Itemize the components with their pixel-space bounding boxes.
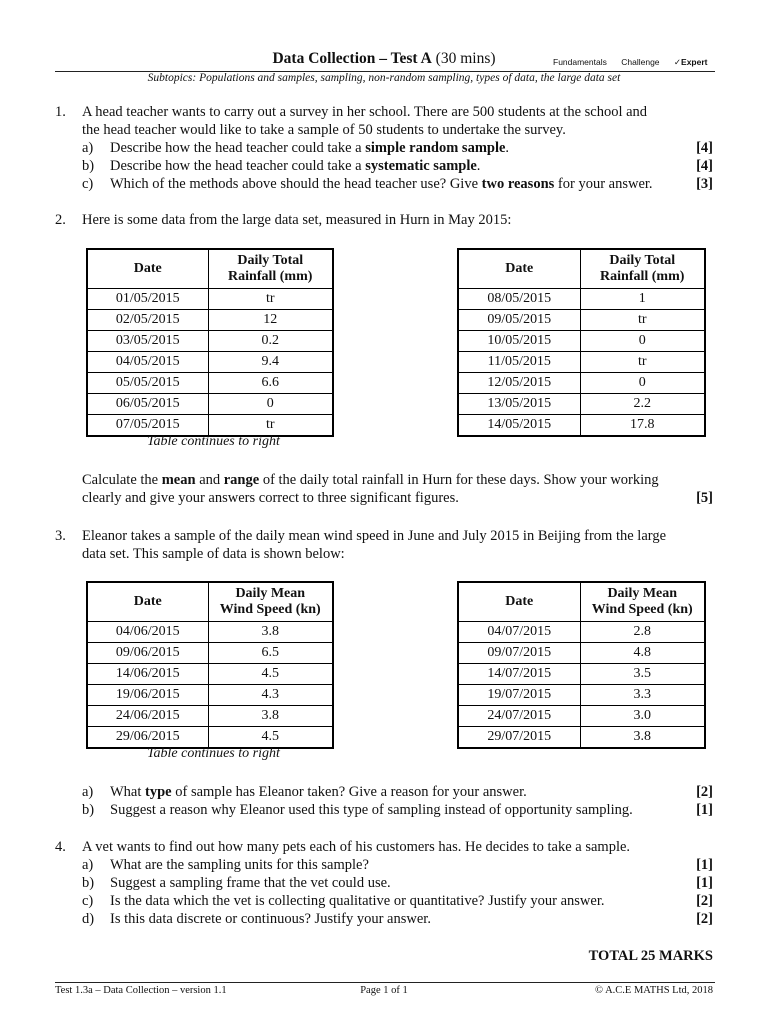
question-text-line: Here is some data from the large data set, measured in Hurn in May 2015:: [82, 212, 512, 228]
footer-page-number: Page 1 of 1: [360, 985, 408, 996]
marks: [2]: [696, 893, 713, 909]
table-continues-note: Table continues to right: [147, 746, 280, 761]
cell-date: 09/07/2015: [458, 643, 580, 664]
table-row: [458, 352, 705, 373]
table-row: [87, 289, 333, 310]
question-text-line: A vet wants to find out how many pets each of his customers has. He decides to take a sample.: [82, 839, 631, 855]
cell-value: 6.6: [208, 373, 333, 394]
question-text-line: the head teacher would like to take a sample of 50 students to undertake the survey.: [82, 122, 566, 138]
cell-value: 12: [208, 310, 333, 331]
col-header-wind: Daily Mean Wind Speed (kn): [580, 582, 705, 622]
cell-value: 0.2: [208, 331, 333, 352]
cell-date: 04/05/2015: [87, 352, 208, 373]
part-letter: b): [82, 802, 95, 818]
marks: [3]: [696, 176, 713, 192]
marks: [1]: [696, 802, 713, 818]
cell-value: 4.3: [208, 685, 333, 706]
table-row: [87, 664, 333, 685]
table-row: [458, 289, 705, 310]
table-row: [458, 643, 705, 664]
part-letter: a): [82, 784, 94, 800]
level-challenge: Challenge: [621, 57, 660, 67]
question-number: 2.: [55, 212, 66, 228]
table-row: [87, 394, 333, 415]
table-row: [458, 415, 705, 437]
part-text: Which of the methods above should the head teacher use? Give two reasons for your answer.: [110, 176, 653, 192]
table-row: [458, 622, 705, 643]
cell-date: 24/07/2015: [458, 706, 580, 727]
cell-date: 19/07/2015: [458, 685, 580, 706]
part-letter: a): [82, 140, 94, 156]
question-number: 3.: [55, 528, 66, 544]
cell-value: 3.8: [208, 706, 333, 727]
part-text: Suggest a sampling frame that the vet could use.: [110, 875, 391, 891]
cell-date: 09/05/2015: [458, 310, 580, 331]
cell-value: 17.8: [580, 415, 705, 437]
cell-value: 3.8: [580, 727, 705, 749]
marks: [4]: [696, 140, 713, 156]
level-expert-selected: ✓Expert: [673, 57, 708, 67]
part-text: Is the data which the vet is collecting qualitative or quantitative? Justify your answer.: [110, 893, 605, 909]
table-row: [458, 331, 705, 352]
part-text: What type of sample has Eleanor taken? Give a reason for your answer.: [110, 784, 527, 800]
part-letter: a): [82, 857, 94, 873]
part-letter: b): [82, 875, 95, 891]
table-row: [87, 352, 333, 373]
part-text: Describe how the head teacher could take a systematic sample.: [110, 158, 481, 174]
footer-copyright: © A.C.E MATHS Ltd, 2018: [595, 985, 713, 996]
cell-date: 01/05/2015: [87, 289, 208, 310]
level-fundamentals: Fundamentals: [553, 57, 607, 67]
col-header-rainfall: Daily Total Rainfall (mm): [580, 249, 705, 289]
cell-date: 04/07/2015: [458, 622, 580, 643]
cell-date: 04/06/2015: [87, 622, 208, 643]
cell-date: 29/06/2015: [87, 727, 208, 749]
question-number: 4.: [55, 839, 66, 855]
marks: [5]: [696, 490, 713, 506]
table-row: [458, 727, 705, 749]
table-row: [87, 727, 333, 749]
table-row: [87, 622, 333, 643]
table-row: [87, 706, 333, 727]
part-letter: c): [82, 893, 94, 909]
cell-date: 14/06/2015: [87, 664, 208, 685]
cell-value: 1: [580, 289, 705, 310]
cell-value: 0: [208, 394, 333, 415]
part-letter: c): [82, 176, 94, 192]
difficulty-levels: [553, 57, 719, 68]
cell-value: tr: [580, 310, 705, 331]
marks: [2]: [696, 911, 713, 927]
cell-date: 07/05/2015: [87, 415, 208, 437]
table-row: [458, 373, 705, 394]
wind-table-left: [86, 581, 334, 749]
marks: [1]: [696, 875, 713, 891]
table-row: [458, 310, 705, 331]
part-text: Is this data discrete or continuous? Justify your answer.: [110, 911, 431, 927]
col-header-date: Date: [458, 582, 580, 622]
cell-date: 06/05/2015: [87, 394, 208, 415]
cell-value: 4.5: [208, 727, 333, 749]
table-row: [87, 685, 333, 706]
table-row: [458, 685, 705, 706]
question-number: 1.: [55, 104, 66, 120]
cell-value: tr: [580, 352, 705, 373]
col-header-date: Date: [87, 249, 208, 289]
footer-divider: [55, 982, 715, 983]
marks: [2]: [696, 784, 713, 800]
question-text-line: clearly and give your answers correct to three significant figures.: [82, 490, 459, 506]
cell-value: 0: [580, 373, 705, 394]
table-continues-note: Table continues to right: [147, 434, 280, 449]
cell-date: 24/06/2015: [87, 706, 208, 727]
part-letter: d): [82, 911, 95, 927]
cell-value: 4.5: [208, 664, 333, 685]
wind-table-right: [457, 581, 706, 749]
cell-date: 08/05/2015: [458, 289, 580, 310]
cell-date: 29/07/2015: [458, 727, 580, 749]
table-row: [87, 310, 333, 331]
table-row: [87, 373, 333, 394]
col-header-rainfall: Daily Total Rainfall (mm): [208, 249, 333, 289]
cell-date: 14/05/2015: [458, 415, 580, 437]
footer-left: Test 1.3a – Data Collection – version 1.1: [55, 985, 227, 996]
cell-value: 6.5: [208, 643, 333, 664]
table-row: [87, 643, 333, 664]
col-header-wind: Daily Mean Wind Speed (kn): [208, 582, 333, 622]
total-marks: TOTAL 25 MARKS: [588, 948, 713, 964]
col-header-date: Date: [87, 582, 208, 622]
cell-date: 11/05/2015: [458, 352, 580, 373]
cell-value: tr: [208, 415, 333, 437]
part-letter: b): [82, 158, 95, 174]
cell-value: 0: [580, 331, 705, 352]
part-text: Describe how the head teacher could take a simple random sample.: [110, 140, 510, 156]
question-text-line: A head teacher wants to carry out a survey in her school. There are 500 students at the school and: [82, 104, 648, 120]
cell-date: 02/05/2015: [87, 310, 208, 331]
table-row: [458, 664, 705, 685]
page-title: Data Collection – Test A (30 mins): [272, 50, 496, 67]
cell-date: 19/06/2015: [87, 685, 208, 706]
cell-date: 10/05/2015: [458, 331, 580, 352]
cell-value: 4.8: [580, 643, 705, 664]
rainfall-table-right: [457, 248, 706, 437]
part-text: What are the sampling units for this sample?: [110, 857, 369, 873]
cell-value: 3.8: [208, 622, 333, 643]
marks: [4]: [696, 158, 713, 174]
table-row: [458, 706, 705, 727]
cell-value: 3.5: [580, 664, 705, 685]
table-row: [87, 331, 333, 352]
cell-value: 3.0: [580, 706, 705, 727]
cell-value: tr: [208, 289, 333, 310]
table-row: [458, 394, 705, 415]
cell-date: 03/05/2015: [87, 331, 208, 352]
cell-date: 13/05/2015: [458, 394, 580, 415]
question-text-line: Eleanor takes a sample of the daily mean wind speed in June and July 2015 in Beijing from the large: [82, 528, 667, 544]
subtopics: Subtopics: Populations and samples, sampling, non-random sampling, types of data, the large data set: [147, 72, 621, 84]
cell-date: 05/05/2015: [87, 373, 208, 394]
cell-value: 9.4: [208, 352, 333, 373]
cell-value: 2.8: [580, 622, 705, 643]
col-header-date: Date: [458, 249, 580, 289]
marks: [1]: [696, 857, 713, 873]
table-row: [87, 415, 333, 437]
question-text-line: data set. This sample of data is shown below:: [82, 546, 345, 562]
part-text: Suggest a reason why Eleanor used this type of sampling instead of opportunity sampling.: [110, 802, 633, 818]
cell-date: 12/05/2015: [458, 373, 580, 394]
cell-date: 09/06/2015: [87, 643, 208, 664]
rainfall-table-left: [86, 248, 334, 437]
cell-value: 3.3: [580, 685, 705, 706]
cell-value: 2.2: [580, 394, 705, 415]
question-text-line: Calculate the mean and range of the daily total rainfall in Hurn for these days. Show your working: [82, 472, 659, 488]
cell-date: 14/07/2015: [458, 664, 580, 685]
